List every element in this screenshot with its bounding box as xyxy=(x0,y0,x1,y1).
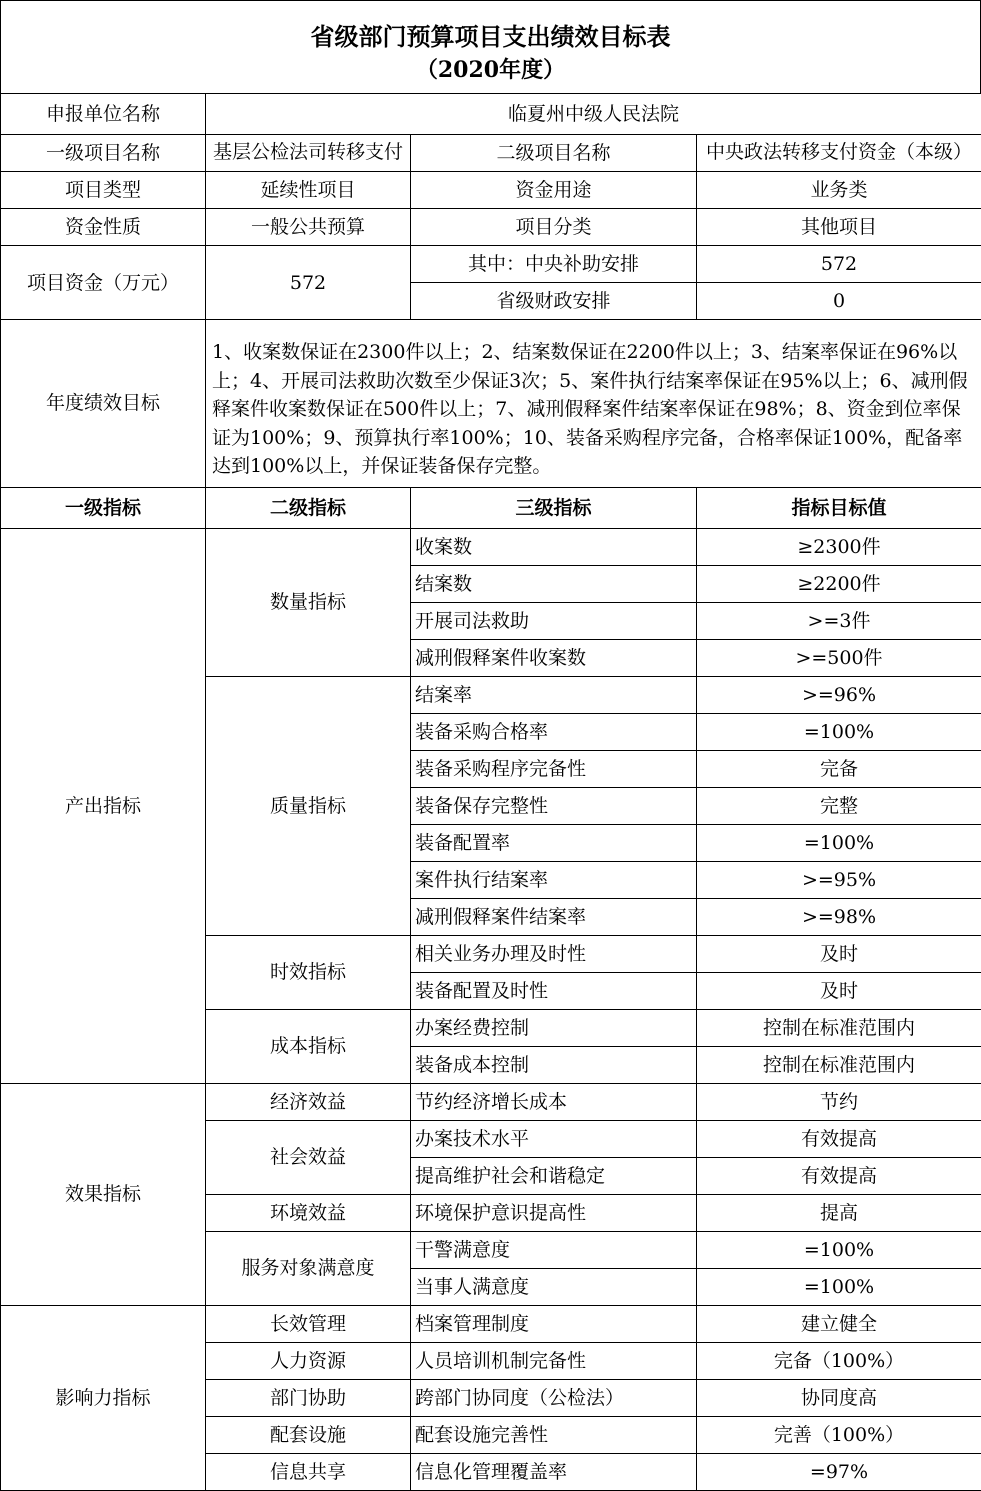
category-label: 项目分类 xyxy=(411,209,697,246)
goal-text: 1、收案数保证在2300件以上；2、结案数保证在2200件以上；3、结案率保证在96%以上；4、开展司法救助次数至少保证3次；5、案件执行结案率保证在95%以上；6、减刑假释案件收案数保证在500件以上；7、减刑假释案件结案率保证在98%；8、资金到位率保证为100%；9、预算执行率100%；10、装备采购程序完备，合格率保证100%，配备率达到100%以上，并保证装备保存完整。 xyxy=(206,320,981,488)
fund-value: 572 xyxy=(206,246,411,320)
nature-label: 资金性质 xyxy=(1,209,206,246)
provincial-label: 省级财政安排 xyxy=(411,283,697,320)
indicator-value: =100% xyxy=(697,713,981,750)
indicator-name: 信息化管理覆盖率 xyxy=(411,1453,697,1490)
indicator-value: 控制在标准范围内 xyxy=(697,1009,981,1046)
level2-timeliness: 时效指标 xyxy=(206,935,411,1009)
indicator-value: >=96% xyxy=(697,676,981,713)
indicator-name: 减刑假释案件收案数 xyxy=(411,639,697,676)
indicator-value: ≥2300件 xyxy=(697,528,981,565)
indicator-name: 干警满意度 xyxy=(411,1231,697,1268)
level2-cost: 成本指标 xyxy=(206,1009,411,1083)
indicator-name: 装备保存完整性 xyxy=(411,787,697,824)
indicator-value: 完整 xyxy=(697,787,981,824)
level2-human: 人力资源 xyxy=(206,1342,411,1379)
indicator-name: 跨部门协同度（公检法） xyxy=(411,1379,697,1416)
header-level1: 一级指标 xyxy=(1,487,206,528)
indicator-value: ≥2200件 xyxy=(697,565,981,602)
indicator-name: 环境保护意识提高性 xyxy=(411,1194,697,1231)
indicator-name: 相关业务办理及时性 xyxy=(411,935,697,972)
indicator-name: 装备采购程序完备性 xyxy=(411,750,697,787)
level2-quantity: 数量指标 xyxy=(206,528,411,676)
performance-table xyxy=(0,93,981,1491)
indicator-value: 节约 xyxy=(697,1083,981,1120)
indicator-value: 建立健全 xyxy=(697,1305,981,1342)
proj1-label: 一级项目名称 xyxy=(1,135,206,172)
indicator-value: >=95% xyxy=(697,861,981,898)
indicator-value: 及时 xyxy=(697,972,981,1009)
level2-economic: 经济效益 xyxy=(206,1083,411,1120)
indicator-value: =100% xyxy=(697,824,981,861)
provincial-value: 0 xyxy=(697,283,981,320)
indicator-value: >=500件 xyxy=(697,639,981,676)
level1-output: 产出指标 xyxy=(1,528,206,1083)
indicator-value: 有效提高 xyxy=(697,1120,981,1157)
level2-social: 社会效益 xyxy=(206,1120,411,1194)
proj2-value: 中央政法转移支付资金（本级） xyxy=(697,136,981,170)
indicator-value: =97% xyxy=(697,1453,981,1490)
fund-label: 项目资金（万元） xyxy=(1,246,206,320)
indicator-value: 协同度高 xyxy=(697,1379,981,1416)
indicator-value: 完备 xyxy=(697,750,981,787)
indicator-name: 装备成本控制 xyxy=(411,1046,697,1083)
level2-long-term: 长效管理 xyxy=(206,1305,411,1342)
central-label: 其中：中央补助安排 xyxy=(411,246,697,283)
indicator-value: =100% xyxy=(697,1268,981,1305)
header-level2: 二级指标 xyxy=(206,487,411,528)
indicator-value: 提高 xyxy=(697,1194,981,1231)
proj2-label: 二级项目名称 xyxy=(411,135,697,172)
unit-label: 申报单位名称 xyxy=(1,94,206,135)
indicator-name: 收案数 xyxy=(411,528,697,565)
indicator-name: 配套设施完善性 xyxy=(411,1416,697,1453)
indicator-name: 开展司法救助 xyxy=(411,602,697,639)
level2-satisfaction: 服务对象满意度 xyxy=(206,1231,411,1305)
indicator-name: 档案管理制度 xyxy=(411,1305,697,1342)
indicator-name: 装备采购合格率 xyxy=(411,713,697,750)
title-box xyxy=(0,0,981,93)
header-target: 指标目标值 xyxy=(697,487,981,528)
indicator-value: 完善（100%） xyxy=(697,1416,981,1453)
header-level3: 三级指标 xyxy=(411,487,697,528)
indicator-name: 节约经济增长成本 xyxy=(411,1083,697,1120)
type-value: 延续性项目 xyxy=(206,172,411,209)
indicator-name: 提高维护社会和谐稳定 xyxy=(411,1157,697,1194)
level2-info-sharing: 信息共享 xyxy=(206,1453,411,1490)
nature-value: 一般公共预算 xyxy=(206,209,411,246)
indicator-name: 人员培训机制完备性 xyxy=(411,1342,697,1379)
indicator-name: 办案经费控制 xyxy=(411,1009,697,1046)
indicator-name: 办案技术水平 xyxy=(411,1120,697,1157)
level1-impact: 影响力指标 xyxy=(1,1305,206,1490)
indicator-name: 当事人满意度 xyxy=(411,1268,697,1305)
unit-value: 临夏州中级人民法院 xyxy=(206,94,981,135)
indicator-name: 减刑假释案件结案率 xyxy=(411,898,697,935)
page-title: 省级部门预算项目支出绩效目标表 xyxy=(1,17,980,52)
indicator-value: 控制在标准范围内 xyxy=(697,1046,981,1083)
page-subtitle-year: （2020年度） xyxy=(1,53,980,84)
level1-effect: 效果指标 xyxy=(1,1083,206,1305)
type-label: 项目类型 xyxy=(1,172,206,209)
level2-facilities: 配套设施 xyxy=(206,1416,411,1453)
indicator-value: >=3件 xyxy=(697,602,981,639)
indicator-value: >=98% xyxy=(697,898,981,935)
use-value: 业务类 xyxy=(697,172,981,209)
level2-quality: 质量指标 xyxy=(206,676,411,935)
indicator-name: 装备配置率 xyxy=(411,824,697,861)
indicator-name: 案件执行结案率 xyxy=(411,861,697,898)
indicator-name: 结案数 xyxy=(411,565,697,602)
indicator-name: 装备配置及时性 xyxy=(411,972,697,1009)
indicator-value: 完备（100%） xyxy=(697,1342,981,1379)
indicator-value: 及时 xyxy=(697,935,981,972)
central-value: 572 xyxy=(697,246,981,283)
use-label: 资金用途 xyxy=(411,172,697,209)
indicator-value: =100% xyxy=(697,1231,981,1268)
category-value: 其他项目 xyxy=(697,209,981,246)
goal-label: 年度绩效目标 xyxy=(1,320,206,488)
proj1-value: 基层公检法司转移支付 xyxy=(206,136,410,170)
indicator-name: 结案率 xyxy=(411,676,697,713)
level2-environment: 环境效益 xyxy=(206,1194,411,1231)
level2-coordination: 部门协助 xyxy=(206,1379,411,1416)
indicator-value: 有效提高 xyxy=(697,1157,981,1194)
